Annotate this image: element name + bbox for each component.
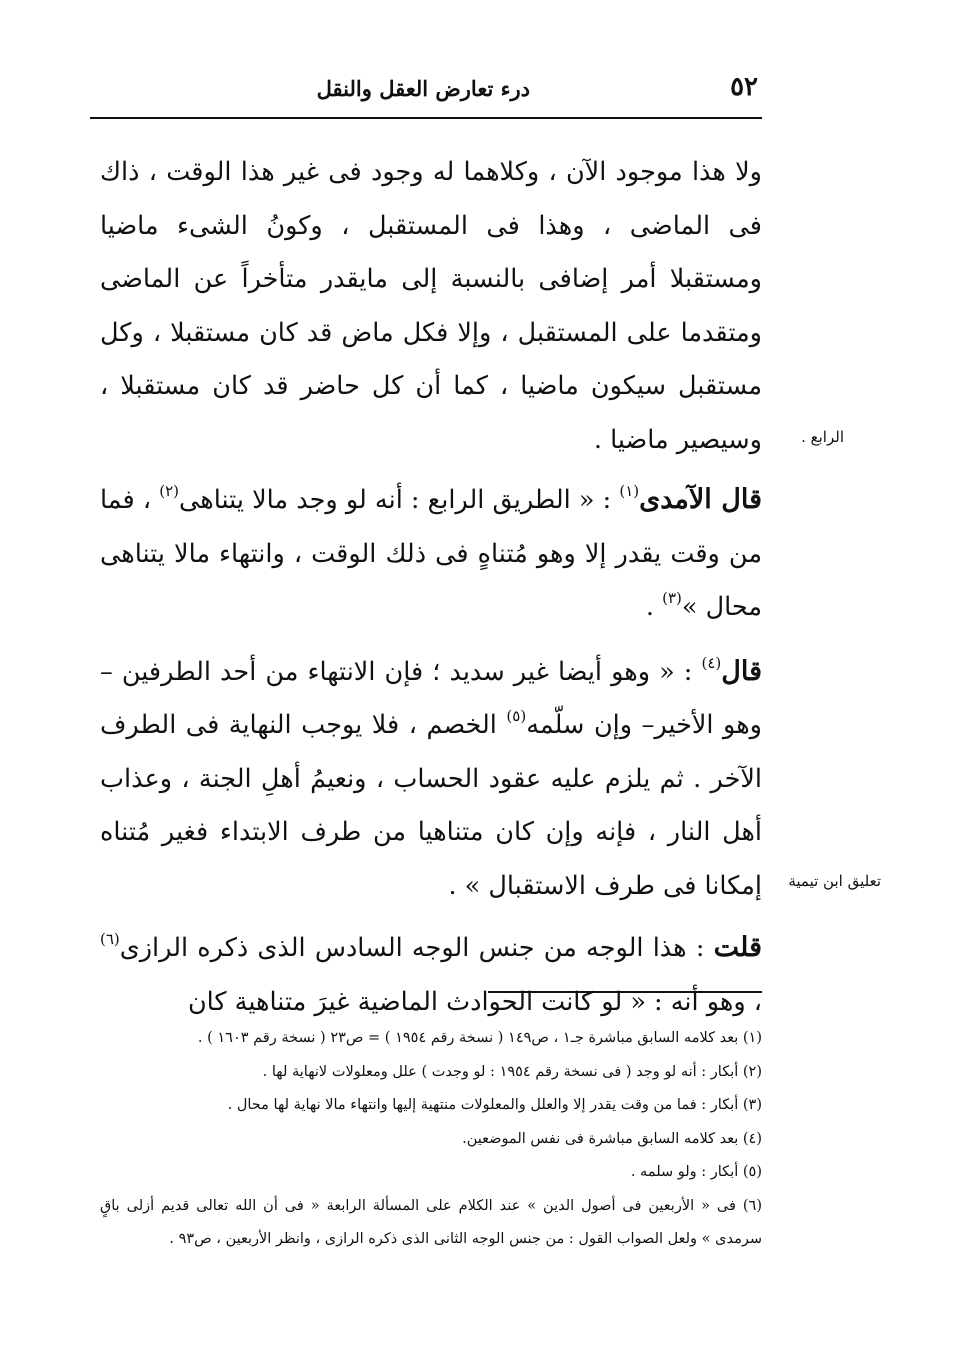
- footnotes: [100, 1022, 762, 1257]
- paragraph-3-text-b: الخصم ، فلا يوجب النهاية فى الطرف الآخر . ثم يلزم عليه عقود الحساب ، ونعيمُ أهلِ الجنة ، وعذاب أهل النار ، فإنه وإن كان متناهيا من طرف الابتداء فغير مُتناه إمكانا فى طرف الاستقبال » .: [100, 710, 762, 901]
- page-number: ٥٢: [730, 72, 758, 102]
- paragraph-2-text-c: .: [645, 592, 663, 622]
- speaker-qultu: قلت: [713, 932, 762, 963]
- footnote-1: (١) بعد كلامه السابق مباشرة جـ١ ، ص١٤٩ ( نسخة رقم ١٩٥٤ ) = ص٢٣ ( نسخة رقم ١٦٠٣ ) .: [197, 1030, 762, 1046]
- footnote-rule: [488, 991, 762, 993]
- footnote-ref-4: (٤): [701, 653, 722, 672]
- footnote-ref-1: (١): [619, 482, 640, 500]
- main-text: [100, 146, 762, 1029]
- paragraph-4-text-a: : هذا الوجه من جنس الوجه السادس الذى ذكره الرازى: [119, 933, 714, 963]
- paragraph-1: ولا هذا موجود الآن ، وكلاهما له وجود فى غير هذا الوقت ، ذاك فى الماضى ، وهذا فى المستقبل ، وكونُ الشىء ماضيا ومستقبلا أمر إضافى بالنسبة إلى مايقدر متأخراً عن الماضى ومتقدما على المستقبل ، وإلا فكل ماض قد كان مستقبلا ، وكل مستقبل سيكون ماضيا ، كما أن كل حاضر قد كان مستقبلا ، وسيصير ماضيا .: [100, 157, 762, 455]
- paragraph-2-text-b: ، فما من وقت يقدر إلا وهو مُتناهٍ فى ذلك الوقت ، وانتهاء مالا يتناهى محال »: [100, 485, 762, 622]
- paragraph-3-text-a: : « وهو أيضا غير سديد ؛ فإن الانتهاء من أحد الطرفين – وهو الأخير– وإن سلّمه: [100, 656, 762, 740]
- footnote-ref-6: (٦): [100, 930, 120, 948]
- footnote-ref-5: (٥): [506, 707, 527, 725]
- footnote-2: (٢) أبكار : أنه لو وجد ( فى نسخة رقم ١٩٥٤ : لو وجدت ) علل ومعلولات لانهاية لها .: [262, 1063, 762, 1080]
- footnote-ref-3: (٣): [662, 589, 682, 607]
- paragraph-4-text-b: ، وهو أنه : « لو كانت الحوادث الماضية غيرَ متناهية كان: [187, 986, 762, 1017]
- speaker-qala: قال: [721, 655, 762, 687]
- margin-note-fourth: الرابع .: [801, 428, 844, 446]
- footnote-ref-2: (٢): [159, 482, 180, 500]
- paragraph-2-text-a: : « الطريق الرابع : أنه لو وجد مالا يتناهى: [179, 485, 620, 515]
- page-header: [90, 66, 762, 116]
- footnote-3: (٣) أبكار : فما من وقت يقدر إلا والعلل والمعلولات منتهية إليها وانتهاء مالا نهاية لها محال .: [227, 1097, 762, 1113]
- footnote-5: (٥) أبكار : ولو سلمه .: [630, 1164, 762, 1180]
- footnote-6: (٦) فى « الأربعين فى أصول الدين » عند الكلام على المسألة الرابعة « فى أن الله تعالى قديم أزلى باقٍ سرمدى » ولعل الصواب القول : من جنس الوجه الثانى الذى ذكره الرازى ، وانظر الأربعين ، ص٩٣ .: [100, 1197, 762, 1247]
- footnote-4: (٤) بعد كلامه السابق مباشرة فى نفس الموضعين.: [462, 1130, 762, 1147]
- header-rule: [90, 117, 762, 119]
- paragraph-4: [100, 921, 762, 1029]
- speaker-amidi: قال الآمدى: [639, 484, 762, 515]
- margin-note-ibn-taymiyya: تعليق ابن تيمية: [788, 872, 881, 890]
- paragraph-3: [100, 645, 762, 914]
- paragraph-2: [100, 473, 762, 635]
- running-title: درء تعارض العقل والنقل: [316, 76, 530, 101]
